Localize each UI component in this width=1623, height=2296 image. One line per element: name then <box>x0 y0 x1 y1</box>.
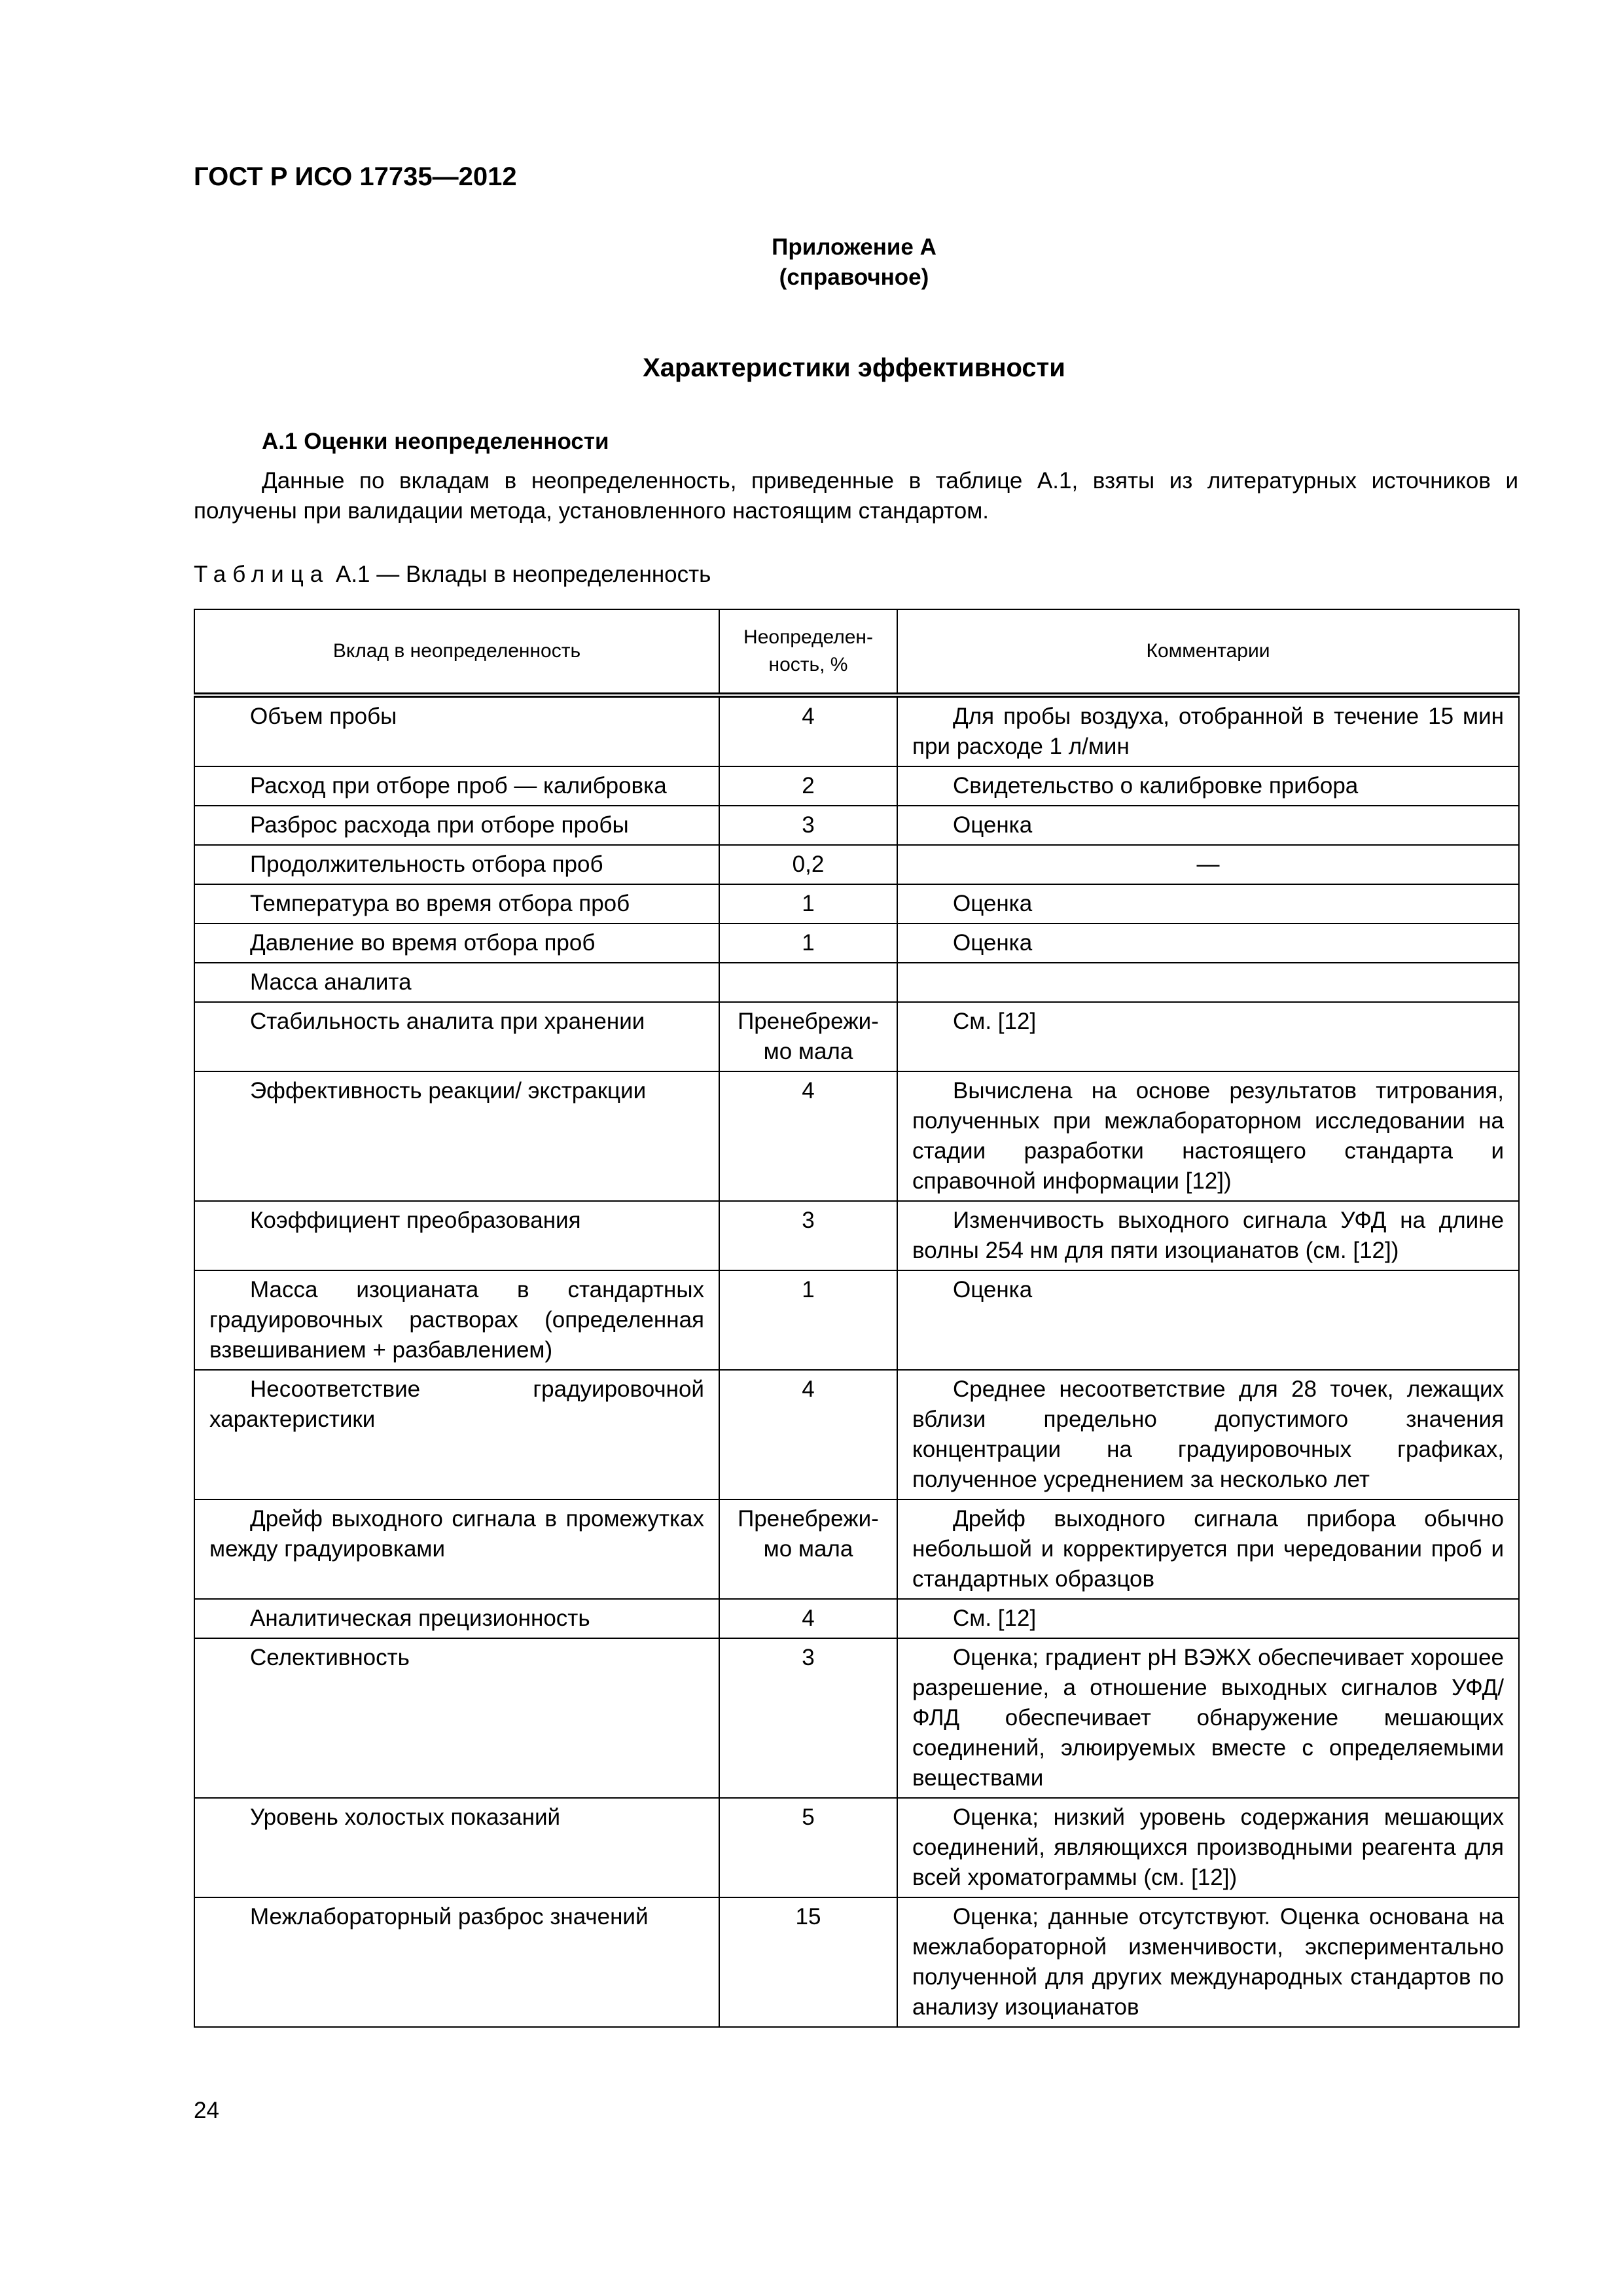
table-caption-text: А.1 — Вклады в неопределенность <box>335 562 711 587</box>
cell-comment <box>897 884 1519 924</box>
cell-contribution <box>194 1201 719 1270</box>
cell-comment <box>897 1201 1519 1270</box>
contribution-text: Давление во время отбора проб <box>250 930 596 956</box>
comment-text: Оценка; данные отсутствуют. Оценка основана на межлабораторной изменчивости, экспериментально полученной для других международных стандартов по анализу изоцианатов <box>912 1904 1504 2020</box>
contribution-text: Разброс расхода при отборе пробы <box>250 812 629 838</box>
cell-uncertainty: 2 <box>719 766 897 806</box>
table-row <box>194 924 1519 963</box>
cell-uncertainty: 4 <box>719 695 897 766</box>
cell-comment <box>897 963 1519 1002</box>
cell-contribution <box>194 1002 719 1071</box>
cell-comment <box>897 1798 1519 1897</box>
cell-comment <box>897 766 1519 806</box>
table-row <box>194 695 1519 766</box>
cell-contribution <box>194 963 719 1002</box>
subsection-heading: А.1 Оценки неопределенности <box>262 429 609 454</box>
annex-title-line1: Приложение А <box>772 234 936 260</box>
cell-contribution <box>194 766 719 806</box>
page-number: 24 <box>194 2098 219 2123</box>
cell-uncertainty: 4 <box>719 1599 897 1638</box>
comment-text: См. [12] <box>953 1605 1037 1631</box>
comment-text: Среднее несоответствие для 28 точек, лежащих вблизи предельно допустимого значения концентрации на градуировочных графиках, полученное усреднением за несколько лет <box>912 1376 1504 1492</box>
table-row <box>194 1002 1519 1071</box>
comment-text: Изменчивость выходного сигнала УФД на длине волны 254 нм для пяти изоцианатов (см. [12]) <box>912 1208 1504 1263</box>
cell-comment <box>897 806 1519 845</box>
cell-uncertainty: 15 <box>719 1897 897 2027</box>
comment-text: Оценка <box>953 891 1033 916</box>
contribution-text: Стабильность аналита при хранении <box>250 1009 645 1034</box>
cell-contribution <box>194 1499 719 1599</box>
comment-text: Оценка <box>953 812 1033 838</box>
contribution-text: Эффективность реакции/ экстракции <box>250 1078 647 1103</box>
cell-comment <box>897 1897 1519 2027</box>
contribution-text: Коэффициент преобразования <box>250 1208 581 1233</box>
cell-comment <box>897 1638 1519 1798</box>
cell-comment <box>897 1071 1519 1201</box>
cell-contribution <box>194 695 719 766</box>
comment-text: Оценка; низкий уровень содержания мешающих соединений, являющихся производными реагента для всей хроматограммы (см. [12]) <box>912 1804 1504 1890</box>
table-row <box>194 1798 1519 1897</box>
cell-uncertainty: 1 <box>719 924 897 963</box>
cell-contribution <box>194 1370 719 1499</box>
cell-uncertainty: 1 <box>719 1270 897 1370</box>
table-row <box>194 1638 1519 1798</box>
contribution-text: Аналитическая прецизионность <box>250 1605 590 1631</box>
cell-contribution <box>194 1897 719 2027</box>
contribution-text: Несоответствие градуировочной характеристики <box>209 1376 704 1432</box>
cell-contribution <box>194 1798 719 1897</box>
cell-comment <box>897 695 1519 766</box>
table-row <box>194 845 1519 884</box>
comment-text: Для пробы воздуха, отобранной в течение 15 мин при расходе 1 л/мин <box>912 704 1504 759</box>
cell-uncertainty <box>719 963 897 1002</box>
table-caption <box>194 562 711 588</box>
table-header-row <box>194 609 1519 695</box>
table-row <box>194 806 1519 845</box>
comment-text: Дрейф выходного сигнала прибора обычно небольшой и корректируется при чередовании проб и стандартных образцов <box>912 1506 1504 1592</box>
cell-contribution <box>194 924 719 963</box>
table-row <box>194 1270 1519 1370</box>
comment-text: Свидетельство о калибровке прибора <box>953 773 1359 798</box>
cell-contribution <box>194 845 719 884</box>
contribution-text: Продолжительность отбора проб <box>250 852 603 877</box>
column-header-contribution: Вклад в неопределенность <box>194 609 719 695</box>
column-header-comments: Комментарии <box>897 609 1519 695</box>
table-row <box>194 1370 1519 1499</box>
comment-text: Оценка <box>953 930 1033 956</box>
annex-title <box>0 232 1623 293</box>
cell-uncertainty: 1 <box>719 884 897 924</box>
table-row <box>194 1201 1519 1270</box>
contribution-text: Температура во время отбора проб <box>250 891 630 916</box>
annex-title-line2: (справочное) <box>779 264 929 290</box>
table-row <box>194 1599 1519 1638</box>
cell-uncertainty: Пренебрежи-мо мала <box>719 1499 897 1599</box>
cell-comment <box>897 1499 1519 1599</box>
table-row <box>194 1897 1519 2027</box>
cell-contribution <box>194 1071 719 1201</box>
cell-contribution <box>194 1270 719 1370</box>
column-header-uncertainty: Неопределен-ность, % <box>719 609 897 695</box>
contribution-text: Расход при отборе проб — калибровка <box>250 773 667 798</box>
intro-paragraph: Данные по вкладам в неопределенность, приведенные в таблице А.1, взяты из литературных источников и получены при валидации метода, установленного настоящим стандартом. <box>194 468 1518 524</box>
cell-comment <box>897 845 1519 884</box>
cell-uncertainty: 0,2 <box>719 845 897 884</box>
document-header: ГОСТ Р ИСО 17735—2012 <box>194 162 517 191</box>
table-row <box>194 1499 1519 1599</box>
cell-uncertainty: Пренебрежи-мо мала <box>719 1002 897 1071</box>
cell-uncertainty: 3 <box>719 1638 897 1798</box>
table-caption-prefix: Таблица <box>194 562 330 587</box>
cell-comment <box>897 924 1519 963</box>
comment-text: Вычислена на основе результатов титрования, полученных при межлабораторном исследовании на стадии разработки настоящего стандарта и справочной информации [12]) <box>912 1078 1504 1194</box>
cell-contribution <box>194 1638 719 1798</box>
comment-text: См. [12] <box>953 1009 1037 1034</box>
cell-uncertainty: 3 <box>719 1201 897 1270</box>
cell-comment <box>897 1002 1519 1071</box>
contribution-text: Объем пробы <box>250 704 397 729</box>
cell-uncertainty: 4 <box>719 1071 897 1201</box>
table-row <box>194 884 1519 924</box>
cell-contribution <box>194 806 719 845</box>
table-row <box>194 766 1519 806</box>
cell-uncertainty: 5 <box>719 1798 897 1897</box>
contribution-text: Дрейф выходного сигнала в промежутках между градуировками <box>209 1506 704 1562</box>
cell-comment <box>897 1599 1519 1638</box>
table-row <box>194 1071 1519 1201</box>
uncertainty-table <box>194 609 1520 2028</box>
contribution-text: Масса аналита <box>250 969 412 995</box>
contribution-text: Селективность <box>250 1645 410 1670</box>
cell-comment <box>897 1270 1519 1370</box>
cell-contribution <box>194 1599 719 1638</box>
table-row <box>194 963 1519 1002</box>
cell-comment <box>897 1370 1519 1499</box>
section-title: Характеристики эффективности <box>643 353 1065 382</box>
cell-contribution <box>194 884 719 924</box>
comment-text: Оценка <box>953 1277 1033 1302</box>
comment-text: Оценка; градиент рН ВЭЖХ обеспечивает хорошее разрешение, а отношение выходных сигналов УФД/ФЛД обеспечивает обнаружение мешающих соединений, элюируемых вместе с определяемыми веществами <box>912 1645 1504 1791</box>
contribution-text: Уровень холостых показаний <box>250 1804 561 1830</box>
comment-text: — <box>1196 852 1220 877</box>
cell-uncertainty: 4 <box>719 1370 897 1499</box>
cell-uncertainty: 3 <box>719 806 897 845</box>
contribution-text: Масса изоцианата в стандартных градуировочных растворах (определенная взвешиванием + разбавлением) <box>209 1277 704 1363</box>
contribution-text: Межлабораторный разброс значений <box>250 1904 649 1929</box>
